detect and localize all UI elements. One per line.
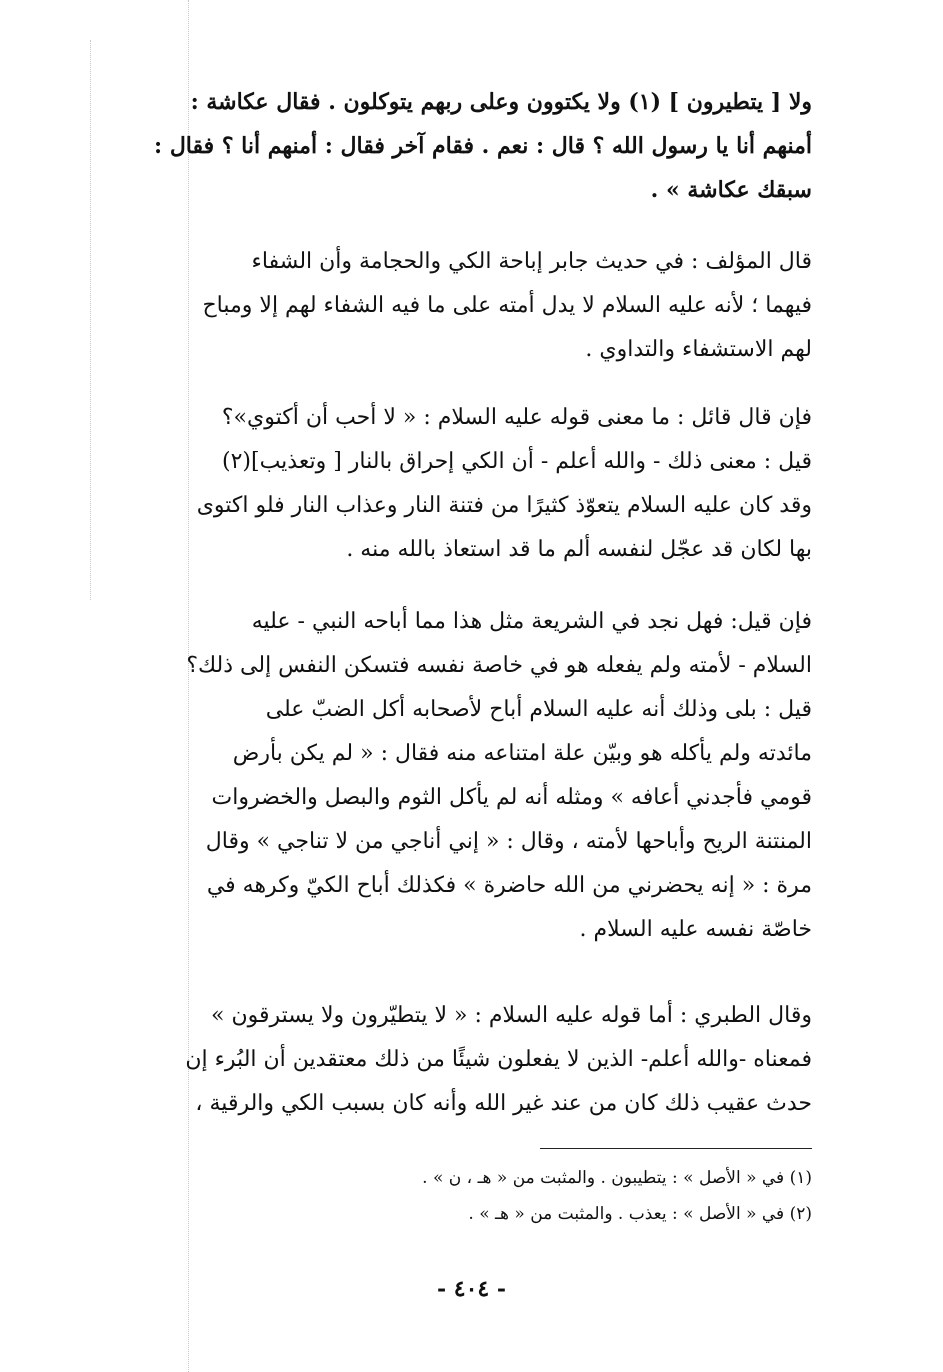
text-line: فيهما ؛ لأنه عليه السلام لا يدل أمته على ما فيه الشفاء لهم إلا ومباح [202, 293, 812, 318]
footnotes [128, 1160, 812, 1232]
text-line: وقد كان عليه السلام يتعوّذ كثيرًا من فتنة النار وعذاب النار فلو اكتوى [196, 493, 812, 518]
footnote-separator [540, 1148, 812, 1149]
text-line: قيل : معنى ذلك - والله أعلم - أن الكي إحراق بالنار [ وتعذيب](٢) [221, 449, 812, 474]
tabari-paragraph [128, 994, 812, 1126]
footnote-2: (٢) في « الأصل » : يعذب . والمثبت من « هـ » . [468, 1204, 812, 1224]
author-commentary-paragraph [128, 240, 812, 372]
text-line: المنتنة الريح وأباحها لأمته ، وقال : « إني أناجي من لا تناجي » وقال [205, 829, 812, 854]
text-line: فمعناه -والله أعلم- الذين لا يفعلون شيئًا من ذلك معتقدين أن البُرء إن [185, 1047, 812, 1072]
text-line: خاصّة نفسه عليه السلام . [579, 917, 812, 942]
text-line: قومي فأجدني أعافه » ومثله أنه لم يأكل الثوم والبصل والخضروات [211, 785, 812, 810]
text-line: قال المؤلف : في حديث جابر إباحة الكي والحجامة وأن الشفاء [251, 249, 812, 274]
text-line: وقال الطبري : أما قوله عليه السلام : « لا يتطيّرون ولا يسترقون » [210, 1003, 812, 1028]
scan-artifact-line [90, 40, 91, 600]
footnote-1: (١) في « الأصل » : يتطيبون . والمثبت من « هـ ، ن » . [422, 1168, 812, 1188]
page-number: - ٤٠٤ - [436, 1276, 507, 1302]
text-line: سبقك عكاشة » . [650, 177, 812, 203]
sharia-example-paragraph [128, 600, 812, 952]
text-line: حدث عقيب ذلك كان من عند غير الله وأنه كان بسبب الكي والرقية ، [195, 1091, 812, 1116]
text-line: فإن قيل: فهل نجد في الشريعة مثل هذا مما أباحه النبي - عليه [251, 609, 812, 634]
text-line: ولا [ يتطيرون ] (١) ولا يكتوون وعلى ربهم يتوكلون . فقال عكاشة : [190, 89, 812, 115]
text-line: بها لكان قد عجّل لنفسه ألم ما قد استعاذ بالله منه . [346, 537, 812, 562]
text-line: فإن قال قائل : ما معنى قوله عليه السلام : « لا أحب أن أكتوي»؟ [221, 405, 812, 430]
text-line: السلام - لأمته ولم يفعله هو في خاصة نفسه فتسكن النفس إلى ذلك؟ [186, 653, 812, 678]
text-line: مائدته ولم يأكله هو وبيّن علة امتناعه منه فقال : « لم يكن بأرض [232, 741, 812, 766]
text-line: أمنهم أنا يا رسول الله ؟ قال : نعم . فقام آخر فقال : أمنهم أنا ؟ فقال : [154, 133, 812, 159]
text-line: لهم الاستشفاء والتداوي . [585, 337, 812, 362]
question-paragraph [128, 396, 812, 572]
hadith-paragraph [128, 80, 812, 212]
text-line: قيل : بلى وذلك أنه عليه السلام أباح لأصحابه أكل الضبّ على [265, 697, 812, 722]
text-line: مرة : « إنه يحضرني من الله حاضرة » فكذلك أباح الكيّ وكرهه في [206, 873, 812, 898]
